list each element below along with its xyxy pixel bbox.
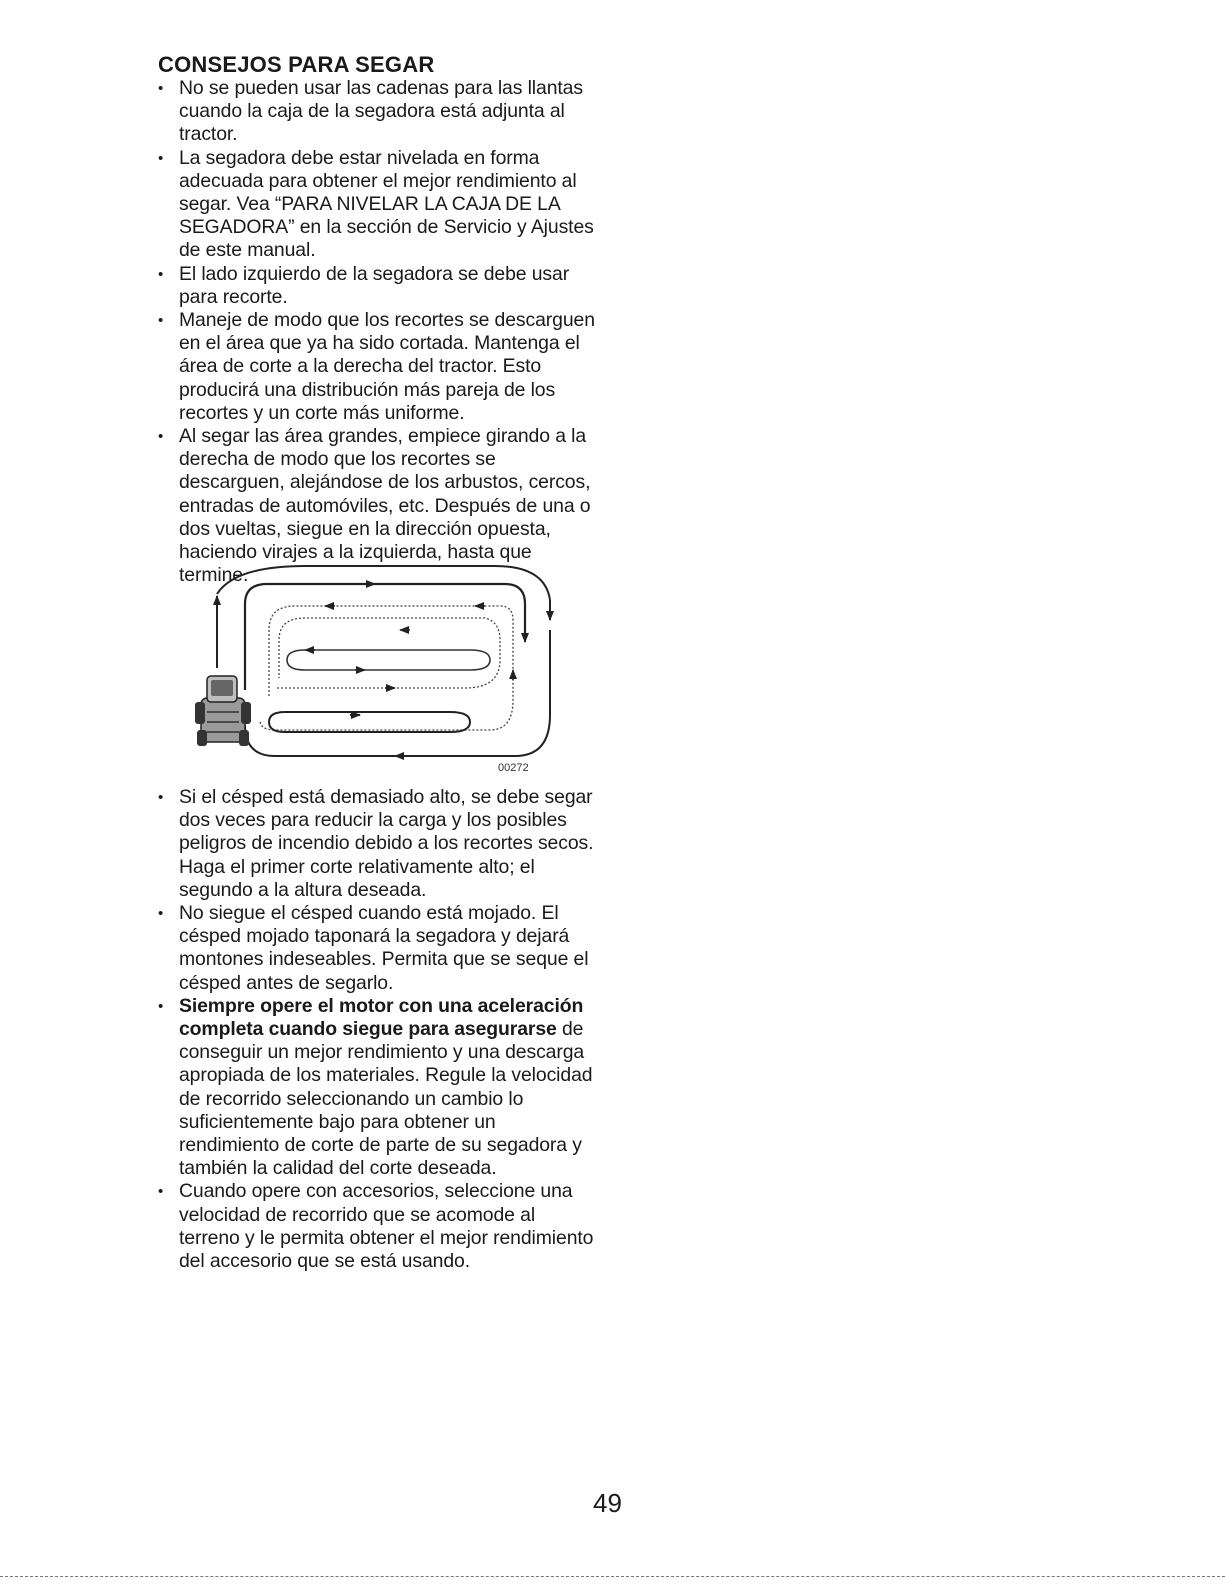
section-title: CONSEJOS PARA SEGAR — [158, 52, 435, 77]
list-item: • Cuando opere con accesorios, seleccione una velocidad de recorrido que se acomode al terreno y le permita obtener el mejor rendimiento del accesorio que se está usando. — [158, 1180, 598, 1273]
figure-id: 00272 — [498, 762, 529, 774]
mowing-pattern-figure — [195, 560, 565, 780]
list-item: • Al segar las área grandes, empiece girando a la derecha de modo que los recortes se descarguen, alejándose de los arbustos, cercos, entradas de automóviles, etc. Después de una o dos vueltas, siegue en la dirección opuesta, haciendo virajes a la izquierda, hasta que termine. — [158, 425, 598, 587]
lawn-tractor-icon — [195, 676, 251, 746]
list-item: • No siegue el césped cuando está mojado. El césped mojado taponará la segadora y dejará montones indeseables. Permita que se seque el césped antes de segarlo. — [158, 902, 598, 995]
list-item: • Maneje de modo que los recortes se descarguen en el área que ya ha sido cortada. Mantenga el área de corte a la derecha del tractor. Esto producirá una distribución más pareja de los recortes y un corte más uniforme. — [158, 309, 598, 425]
tips-list-top — [158, 77, 598, 587]
page-number: 49 — [593, 1488, 622, 1518]
path-loop-1 — [245, 584, 525, 690]
list-item: • No se pueden usar las cadenas para las llantas cuando la caja de la segadora está adjunta al tractor. — [158, 77, 598, 147]
mowing-pattern-diagram — [195, 560, 565, 780]
path-dotted-inner — [277, 618, 500, 688]
list-item: • La segadora debe estar nivelada en forma adecuada para obtener el mejor rendimiento al segar. Vea “PARA NIVELAR LA CAJA DE LA SEGADORA” en la sección de Servicio y Ajustes de este manual. — [158, 147, 598, 263]
list-item — [158, 995, 598, 1181]
page-bottom-rule — [0, 1576, 1225, 1577]
tips-list-bottom — [158, 786, 598, 1273]
body-text: de conseguir un mejor rendimiento y una descarga apropiada de los materiales. Regule la velocidad de recorrido seleccionando un cambio lo suficientemente bajo para obtener un rendimiento de corte de parte de su segadora y también la calidad del corte deseada. — [179, 1018, 593, 1180]
path-innermost — [287, 650, 490, 670]
path-right-outer — [245, 630, 550, 756]
emphasis-text: Siempre opere el motor con una aceleración completa cuando siegue para asegurarse — [179, 994, 584, 1041]
list-item: • El lado izquierdo de la segadora se debe usar para recorte. — [158, 263, 598, 309]
list-item: • Si el césped está demasiado alto, se debe segar dos veces para reducir la carga y los posibles peligros de incendio debido a los recortes secos. Haga el primer corte relativamente alto; el segundo a la altura deseada. — [158, 786, 598, 902]
path-bottom-pill — [269, 712, 470, 732]
